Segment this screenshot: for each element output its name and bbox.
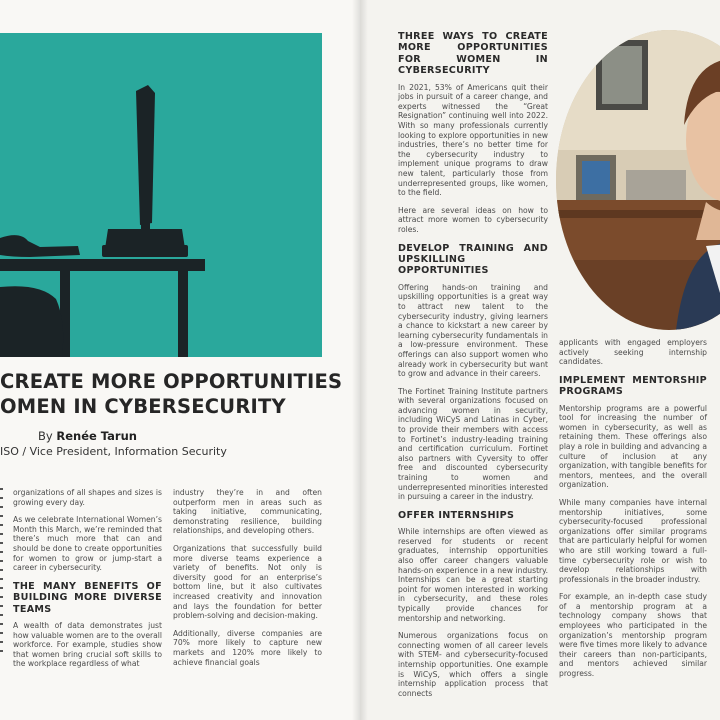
- article-title-line-1: CREATE MORE OPPORTUNITIES: [0, 370, 343, 393]
- paragraph: The Fortinet Training Institute partners with several organizations focused on advancing women in security, including WiCyS and Latinas in Cyber, to provide their members with access to Fortinet’s industry-leading training and certification curriculum. Fortinet also partners with Cyversity to offer free and discounted cybersecurity training to women and underrepresented minorities interested in pursuing a career in the industry.: [398, 386, 548, 502]
- author-portrait-photo: [556, 30, 720, 330]
- section-heading: OFFER INTERNSHIPS: [398, 509, 515, 521]
- left-column-1: [13, 488, 162, 677]
- author-portrait: [556, 30, 720, 330]
- section-heading: DEVELOP TRAINING AND UPSKILLING OPPORTUNITIES: [398, 242, 548, 277]
- paragraph: While internships are often viewed as reserved for students or recent graduates, internship opportunities also offer career changers valuable hands-on experience in a new industry. Internships can be a great starting point for women interested in working in cybersecurity, and these roles typically provide chances for mentorship and networking.: [398, 527, 548, 623]
- paragraph: While many companies have internal mentorship initiatives, some cybersecurity-focused professional organizations offer similar programs that are particularly helpful for women who are still working toward a full-time cybersecurity role or wish to develop relationships with professionals in the broader industry.: [559, 497, 707, 584]
- paragraph: Numerous organizations focus on connecting women of all career levels with STEM- and cybersecurity-focused internship opportunities. One example is WiCyS, which offers a single internship application process that connects: [398, 631, 548, 698]
- section-heading: THE MANY BENEFITS OF BUILDING MORE DIVERSE TEAMS: [13, 580, 162, 615]
- article-title-line-2: OMEN IN CYBERSECURITY: [0, 395, 286, 418]
- article-title: [0, 369, 343, 419]
- right-column-1: [398, 31, 548, 706]
- paragraph: As we celebrate International Women’s Month this March, we’re reminded that there’s much more that can and should be done to create opportunities for women to grow or jump-start a career in cybersecurity.: [13, 515, 162, 573]
- paragraph: applicants with engaged employers actively seeking internship candidates.: [559, 338, 707, 367]
- author-name: Renée Tarun: [56, 429, 137, 443]
- paragraph: Offering hands-on training and upskilling opportunities is a great way to attract new talent to the cybersecurity industry, giving learners a chance to kickstart a new career by learning cybersecurity fundamentals in a low-pressure environment. These offerings can also support women who already work in cybersecurity but want to grow and advance in their careers.: [398, 282, 548, 379]
- hero-illustration: [0, 33, 322, 357]
- paragraph: A wealth of data demonstrates just how valuable women are to the overall workforce. For example, studies show that women bring crucial soft skills to the workplace regardless of what: [13, 620, 162, 669]
- paragraph: For example, an in-depth case study of a mentorship program at a technology company shows that employees who participated in the organization’s mentorship program were five times more likely to advance their careers than non-participants, and mentors achieved similar progress.: [559, 592, 707, 679]
- section-heading: THREE WAYS TO CREATE MORE OPPORTUNITIES FOR WOMEN IN CYBERSECURITY: [398, 31, 548, 77]
- edge-marks: [0, 488, 4, 678]
- paragraph: Mentorship programs are a powerful tool for increasing the number of women in cybersecurity, as well as retaining them. These offerings also play a role in building and advancing a culture of inclusion at any organization, with tangible benefits for mentors, mentees, and the overall organization.: [559, 403, 707, 490]
- desk-computer-illustration: [0, 33, 322, 357]
- section-heading: IMPLEMENT MENTORSHIP PROGRAMS: [559, 374, 707, 398]
- paragraph: Additionally, diverse companies are 70% more likely to capture new markets and 120% more likely to achieve financial goals: [173, 628, 322, 667]
- paragraph: industry they’re in and often outperform men in areas such as taking initiative, communicating, demonstrating resilience, building relationships, and developing others.: [173, 488, 322, 536]
- paragraph: organizations of all shapes and sizes is growing every day.: [13, 488, 162, 507]
- left-column-2: [173, 488, 322, 675]
- paragraph: Here are several ideas on how to attract more women to cybersecurity roles.: [398, 205, 548, 234]
- byline-prefix: By: [38, 429, 57, 443]
- paragraph: In 2021, 53% of Americans quit their jobs in pursuit of a career change, and experts witnessed the “Great Resignation” continuing well into 2022. With so many professionals currently looking to explore opportunities in new industries, there’s no better time for the cybersecurity industry to implement unique programs to draw new talent, particularly those from underrepresented groups, like women, to the field.: [398, 82, 548, 198]
- byline: [38, 429, 137, 443]
- right-column-2: [559, 338, 707, 687]
- paragraph: Organizations that successfully build more diverse teams experience a variety of benefits. Not only is diversity good for an enterprise’s bottom line, but it also cultivates increased creativity and innovation and lays the foundation for better problem-solving and decision-making.: [173, 543, 322, 621]
- author-role: ISO / Vice President, Information Security: [0, 445, 227, 458]
- page-gutter: [352, 0, 368, 720]
